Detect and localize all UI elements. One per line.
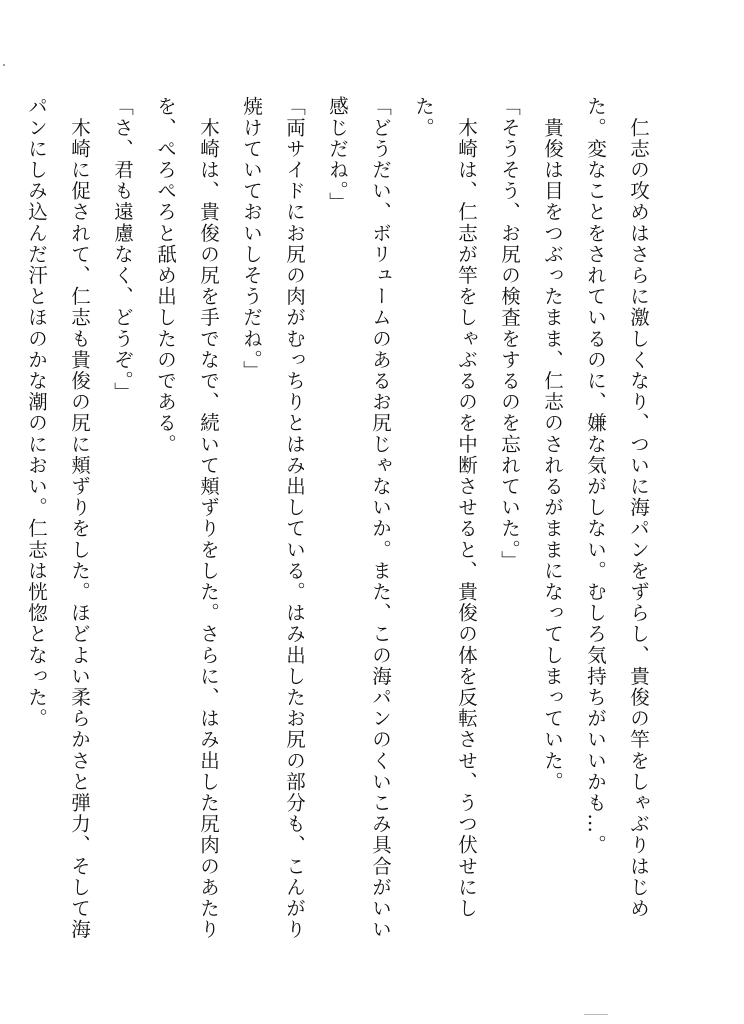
paragraph-6: 「両サイドにお尻の肉がむっちりとはみ出している。はみ出したお尻の部分も、こんがり焼けていておいしそうだね。」 <box>240 96 306 940</box>
scan-edge-line <box>584 1014 608 1017</box>
paragraph-7: 木崎は、貴俊の尻を手でなで、続いて頬ずりをした。さらに、はみ出した尻肉のあたりを、ぺろぺろと舐め出したのである。 <box>154 96 220 940</box>
paragraph-3: 「そうそう、お尻の検査をするのを忘れていた。」 <box>498 96 521 572</box>
paragraph-1: 仁志の攻めはさらに激しくなり、ついに海パンをずらし、貴俊の竿をしゃぶりはじめた。変なことをされているのに、嫌な気がしない。むしろ気持ちがいいかも…。 <box>584 96 650 919</box>
paragraph-5: 「どうだい、ボリュームのあるお尻じゃないか。また、この海パンのくいこみ具合がいい感じだね。」 <box>326 96 392 940</box>
paragraph-9: 木崎に促されて、仁志も貴俊の尻に頬ずりをした。ほどよい柔らかさと弾力、そして海パンにしみ込んだ汗とほのかな潮のにおい。仁志は恍惚となった。 <box>25 96 91 940</box>
paragraph-8: 「さ、君も遠慮なく、どうぞ。」 <box>111 96 134 403</box>
vertical-text-body <box>15 96 660 956</box>
paragraph-2: 貴俊は目をつぶったまま、仁志のされるがままになってしまっていた。 <box>541 96 564 793</box>
scan-speck <box>3 64 5 66</box>
paragraph-4: 木崎は、仁志が竿をしゃぶるのを中断させると、貴俊の体を反転させ、うつ伏せにした。 <box>412 96 478 919</box>
